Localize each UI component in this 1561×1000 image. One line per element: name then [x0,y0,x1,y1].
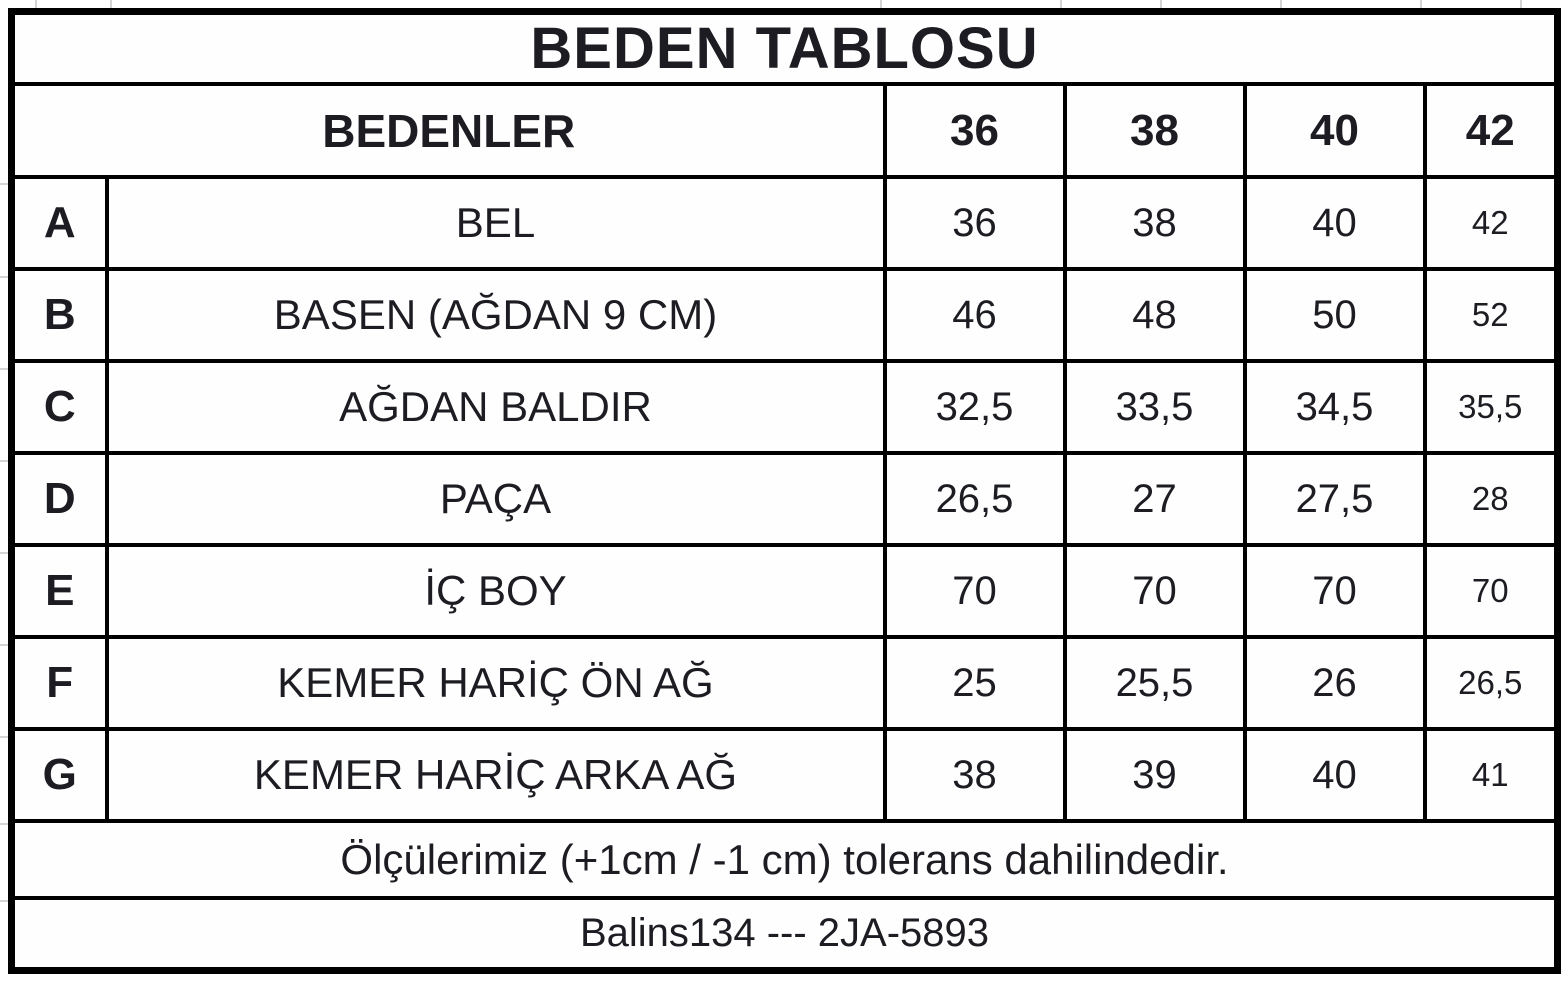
measure-letter: E [12,545,107,637]
measure-value: 70 [885,545,1065,637]
measure-value: 38 [885,729,1065,821]
spreadsheet-gridline-tick [110,0,112,8]
product-code: Balins134 --- 2JA-5893 [12,898,1558,970]
measure-value: 25,5 [1065,637,1245,729]
table-row [12,177,1558,269]
size-chart-table [8,8,1561,974]
measure-value: 48 [1065,269,1245,361]
spreadsheet-gridline-tick [0,276,8,278]
table-row [12,729,1558,821]
spreadsheet-gridline-tick [0,460,8,462]
measure-value: 41 [1425,729,1558,821]
tolerance-note: Ölçülerimiz (+1cm / -1 cm) tolerans dahilindedir. [12,821,1558,898]
spreadsheet-gridline-tick [1520,0,1522,8]
measure-value: 70 [1245,545,1425,637]
measure-letter: A [12,177,107,269]
measure-value: 42 [1425,177,1558,269]
table-row [12,637,1558,729]
table-row [12,545,1558,637]
measure-value: 70 [1065,545,1245,637]
measure-value: 27,5 [1245,453,1425,545]
measure-value: 40 [1245,729,1425,821]
spreadsheet-gridline-tick [35,0,37,8]
measure-value: 50 [1245,269,1425,361]
size-column-header-38: 38 [1065,84,1245,177]
spreadsheet-gridline-tick [0,823,8,825]
spreadsheet-gridline-tick [1420,0,1422,8]
spreadsheet-gridline-tick [1160,0,1162,8]
spreadsheet-gridline-tick [880,0,882,8]
measure-value: 38 [1065,177,1245,269]
spreadsheet-gridline-tick [0,736,8,738]
measure-letter: C [12,361,107,453]
measure-value: 46 [885,269,1065,361]
measure-value: 34,5 [1245,361,1425,453]
measure-value: 39 [1065,729,1245,821]
measure-value: 28 [1425,453,1558,545]
measure-value: 26 [1245,637,1425,729]
spreadsheet-gridline-tick [0,368,8,370]
measure-label: BASEN (AĞDAN 9 CM) [107,269,885,361]
measure-value: 26,5 [885,453,1065,545]
spreadsheet-gridline-tick [0,552,8,554]
measure-value: 27 [1065,453,1245,545]
table-row [12,269,1558,361]
measure-label: KEMER HARİÇ ARKA AĞ [107,729,885,821]
measure-letter: G [12,729,107,821]
measure-value: 33,5 [1065,361,1245,453]
table-row [12,361,1558,453]
measure-label: AĞDAN BALDIR [107,361,885,453]
measure-value: 36 [885,177,1065,269]
size-column-header-36: 36 [885,84,1065,177]
measure-letter: D [12,453,107,545]
spreadsheet-gridline-tick [1060,0,1062,8]
spreadsheet-gridline-tick [0,644,8,646]
measure-value: 52 [1425,269,1558,361]
measure-value: 25 [885,637,1065,729]
measure-value: 35,5 [1425,361,1558,453]
spreadsheet-gridline-tick [1280,0,1282,8]
measure-value: 32,5 [885,361,1065,453]
sizes-header-label: BEDENLER [12,84,885,177]
spreadsheet-gridline-tick [0,900,8,902]
spreadsheet-gridline-tick [0,183,8,185]
table-title: BEDEN TABLOSU [12,12,1558,85]
table-row [12,453,1558,545]
measure-value: 40 [1245,177,1425,269]
measure-label: BEL [107,177,885,269]
measure-label: İÇ BOY [107,545,885,637]
measure-value: 70 [1425,545,1558,637]
measure-value: 26,5 [1425,637,1558,729]
measure-letter: F [12,637,107,729]
size-column-header-42: 42 [1425,84,1558,177]
measure-letter: B [12,269,107,361]
size-column-header-40: 40 [1245,84,1425,177]
measure-label: KEMER HARİÇ ÖN AĞ [107,637,885,729]
measure-label: PAÇA [107,453,885,545]
